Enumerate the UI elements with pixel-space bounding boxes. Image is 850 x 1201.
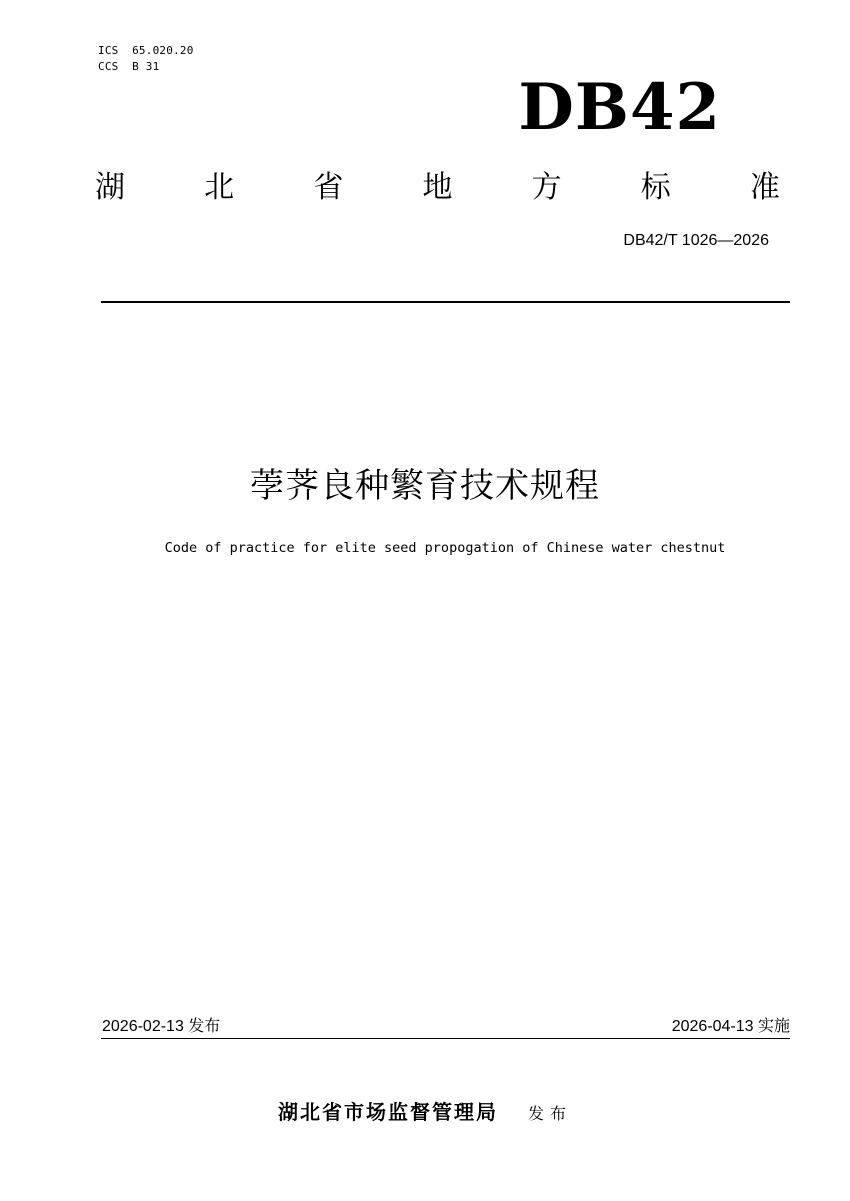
implementation-date: 2026-04-13 实施	[671, 1018, 790, 1035]
document-title-zh: 荸荠良种繁育技术规程	[250, 466, 600, 506]
footer-divider	[101, 1038, 790, 1039]
document-title-en: Code of practice for elite seed propogation of Chinese water chestnut	[164, 540, 726, 556]
standard-type-char: 方	[531, 170, 562, 205]
issue-date: 2026-02-13 发布	[102, 1018, 221, 1035]
standard-logo-code: DB42	[518, 70, 721, 145]
standard-type-char: 湖	[95, 170, 125, 205]
standard-type-char: 北	[204, 170, 235, 205]
standard-type-char: 地	[422, 170, 453, 205]
issuer-line	[0, 1096, 850, 1125]
standard-type-heading	[95, 160, 780, 208]
standard-type-char: 准	[749, 170, 780, 205]
header-divider	[101, 301, 790, 303]
ics-code: ICS 65.020.20	[98, 44, 194, 57]
ccs-code: CCS B 31	[98, 60, 160, 73]
standard-type-char: 省	[313, 170, 344, 205]
issue-label: 发布	[527, 1104, 572, 1123]
standard-type-char: 标	[640, 170, 671, 205]
issuing-authority: 湖北省市场监督管理局	[277, 1100, 498, 1124]
standard-number: DB42/T 1026—2026	[623, 232, 769, 249]
